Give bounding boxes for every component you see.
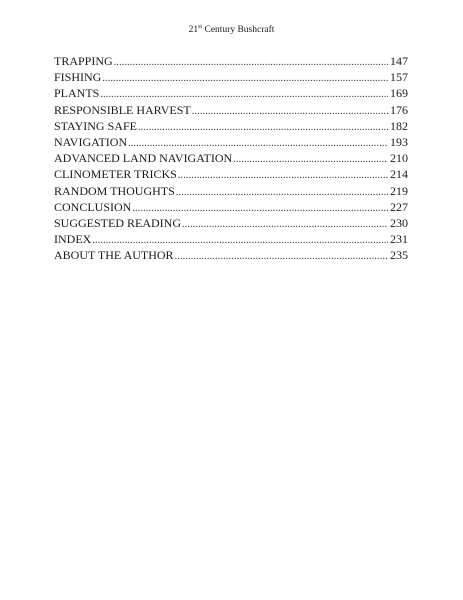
dot-leader: [178, 168, 388, 182]
toc-entry-page: 219: [390, 183, 408, 198]
toc-entry-title: FISHING: [54, 70, 102, 85]
toc-entry-navigation[interactable]: [54, 134, 408, 150]
toc-entry-page: 235: [390, 248, 408, 263]
dot-leader: [100, 87, 388, 101]
toc-entry-random-thoughts[interactable]: [54, 183, 408, 199]
toc-entry-title: SUGGESTED READING: [54, 215, 181, 230]
toc-entry-staying-safe[interactable]: [54, 118, 408, 134]
toc-entry-title: RANDOM THOUGHTS: [54, 183, 175, 198]
dot-leader: [182, 217, 388, 231]
dot-leader: [114, 55, 388, 69]
dot-leader: [138, 120, 388, 134]
toc-entry-clinometer-tricks[interactable]: [54, 166, 408, 182]
toc-entry-title: STAYING SAFE: [54, 118, 137, 133]
header-ordinal-suffix: st: [198, 23, 203, 30]
dot-leader: [175, 249, 388, 263]
toc-entry-page: 230: [390, 215, 408, 230]
dot-leader: [102, 71, 388, 85]
toc-entry-page: 210: [390, 151, 408, 166]
toc-entry-suggested-reading[interactable]: [54, 215, 408, 231]
toc-entry-page: 231: [390, 232, 408, 247]
running-header: [0, 24, 463, 36]
toc-entry-title: TRAPPING: [54, 54, 113, 68]
toc-entry-page: 157: [390, 70, 408, 85]
toc-entry-page: 193: [390, 134, 408, 149]
toc-entry-page: 214: [390, 167, 408, 182]
toc-entry-title: ABOUT THE AUTHOR: [54, 248, 174, 263]
toc-entry-title: INDEX: [54, 232, 92, 247]
toc-entry-about-the-author[interactable]: [54, 247, 408, 263]
toc-entry-title: NAVIGATION: [54, 134, 128, 149]
toc-entry-responsible-harvest[interactable]: [54, 102, 408, 118]
dot-leader: [128, 136, 388, 150]
toc-entry-page: 169: [390, 86, 408, 101]
toc-entry-title: CLINOMETER TRICKS: [54, 167, 177, 182]
toc-entry-title: CONCLUSION: [54, 199, 132, 214]
toc-entry-advanced-land-navigation[interactable]: [54, 150, 408, 166]
dot-leader: [92, 233, 388, 247]
dot-leader: [192, 104, 388, 118]
toc-entry-plants[interactable]: [54, 85, 408, 101]
toc-entry-page: 176: [390, 102, 408, 117]
toc-entry-trapping[interactable]: [54, 53, 408, 69]
toc-entry-index[interactable]: [54, 231, 408, 247]
toc-entry-page: 182: [390, 118, 408, 133]
dot-leader: [176, 185, 388, 199]
toc-entry-page: 147: [390, 54, 408, 68]
header-number: 21: [188, 25, 199, 35]
toc-entry-page: 227: [390, 199, 408, 214]
toc-entry-title: ADVANCED LAND NAVIGATION: [54, 151, 233, 166]
toc-entry-conclusion[interactable]: [54, 199, 408, 215]
table-of-contents: [54, 53, 408, 263]
dot-leader: [132, 201, 388, 215]
toc-entry-title: RESPONSIBLE HARVEST: [54, 102, 191, 117]
dot-leader: [233, 152, 388, 166]
toc-entry-fishing[interactable]: [54, 69, 408, 85]
toc-entry-title: PLANTS: [54, 86, 100, 101]
header-title: Century Bushcraft: [202, 25, 275, 35]
